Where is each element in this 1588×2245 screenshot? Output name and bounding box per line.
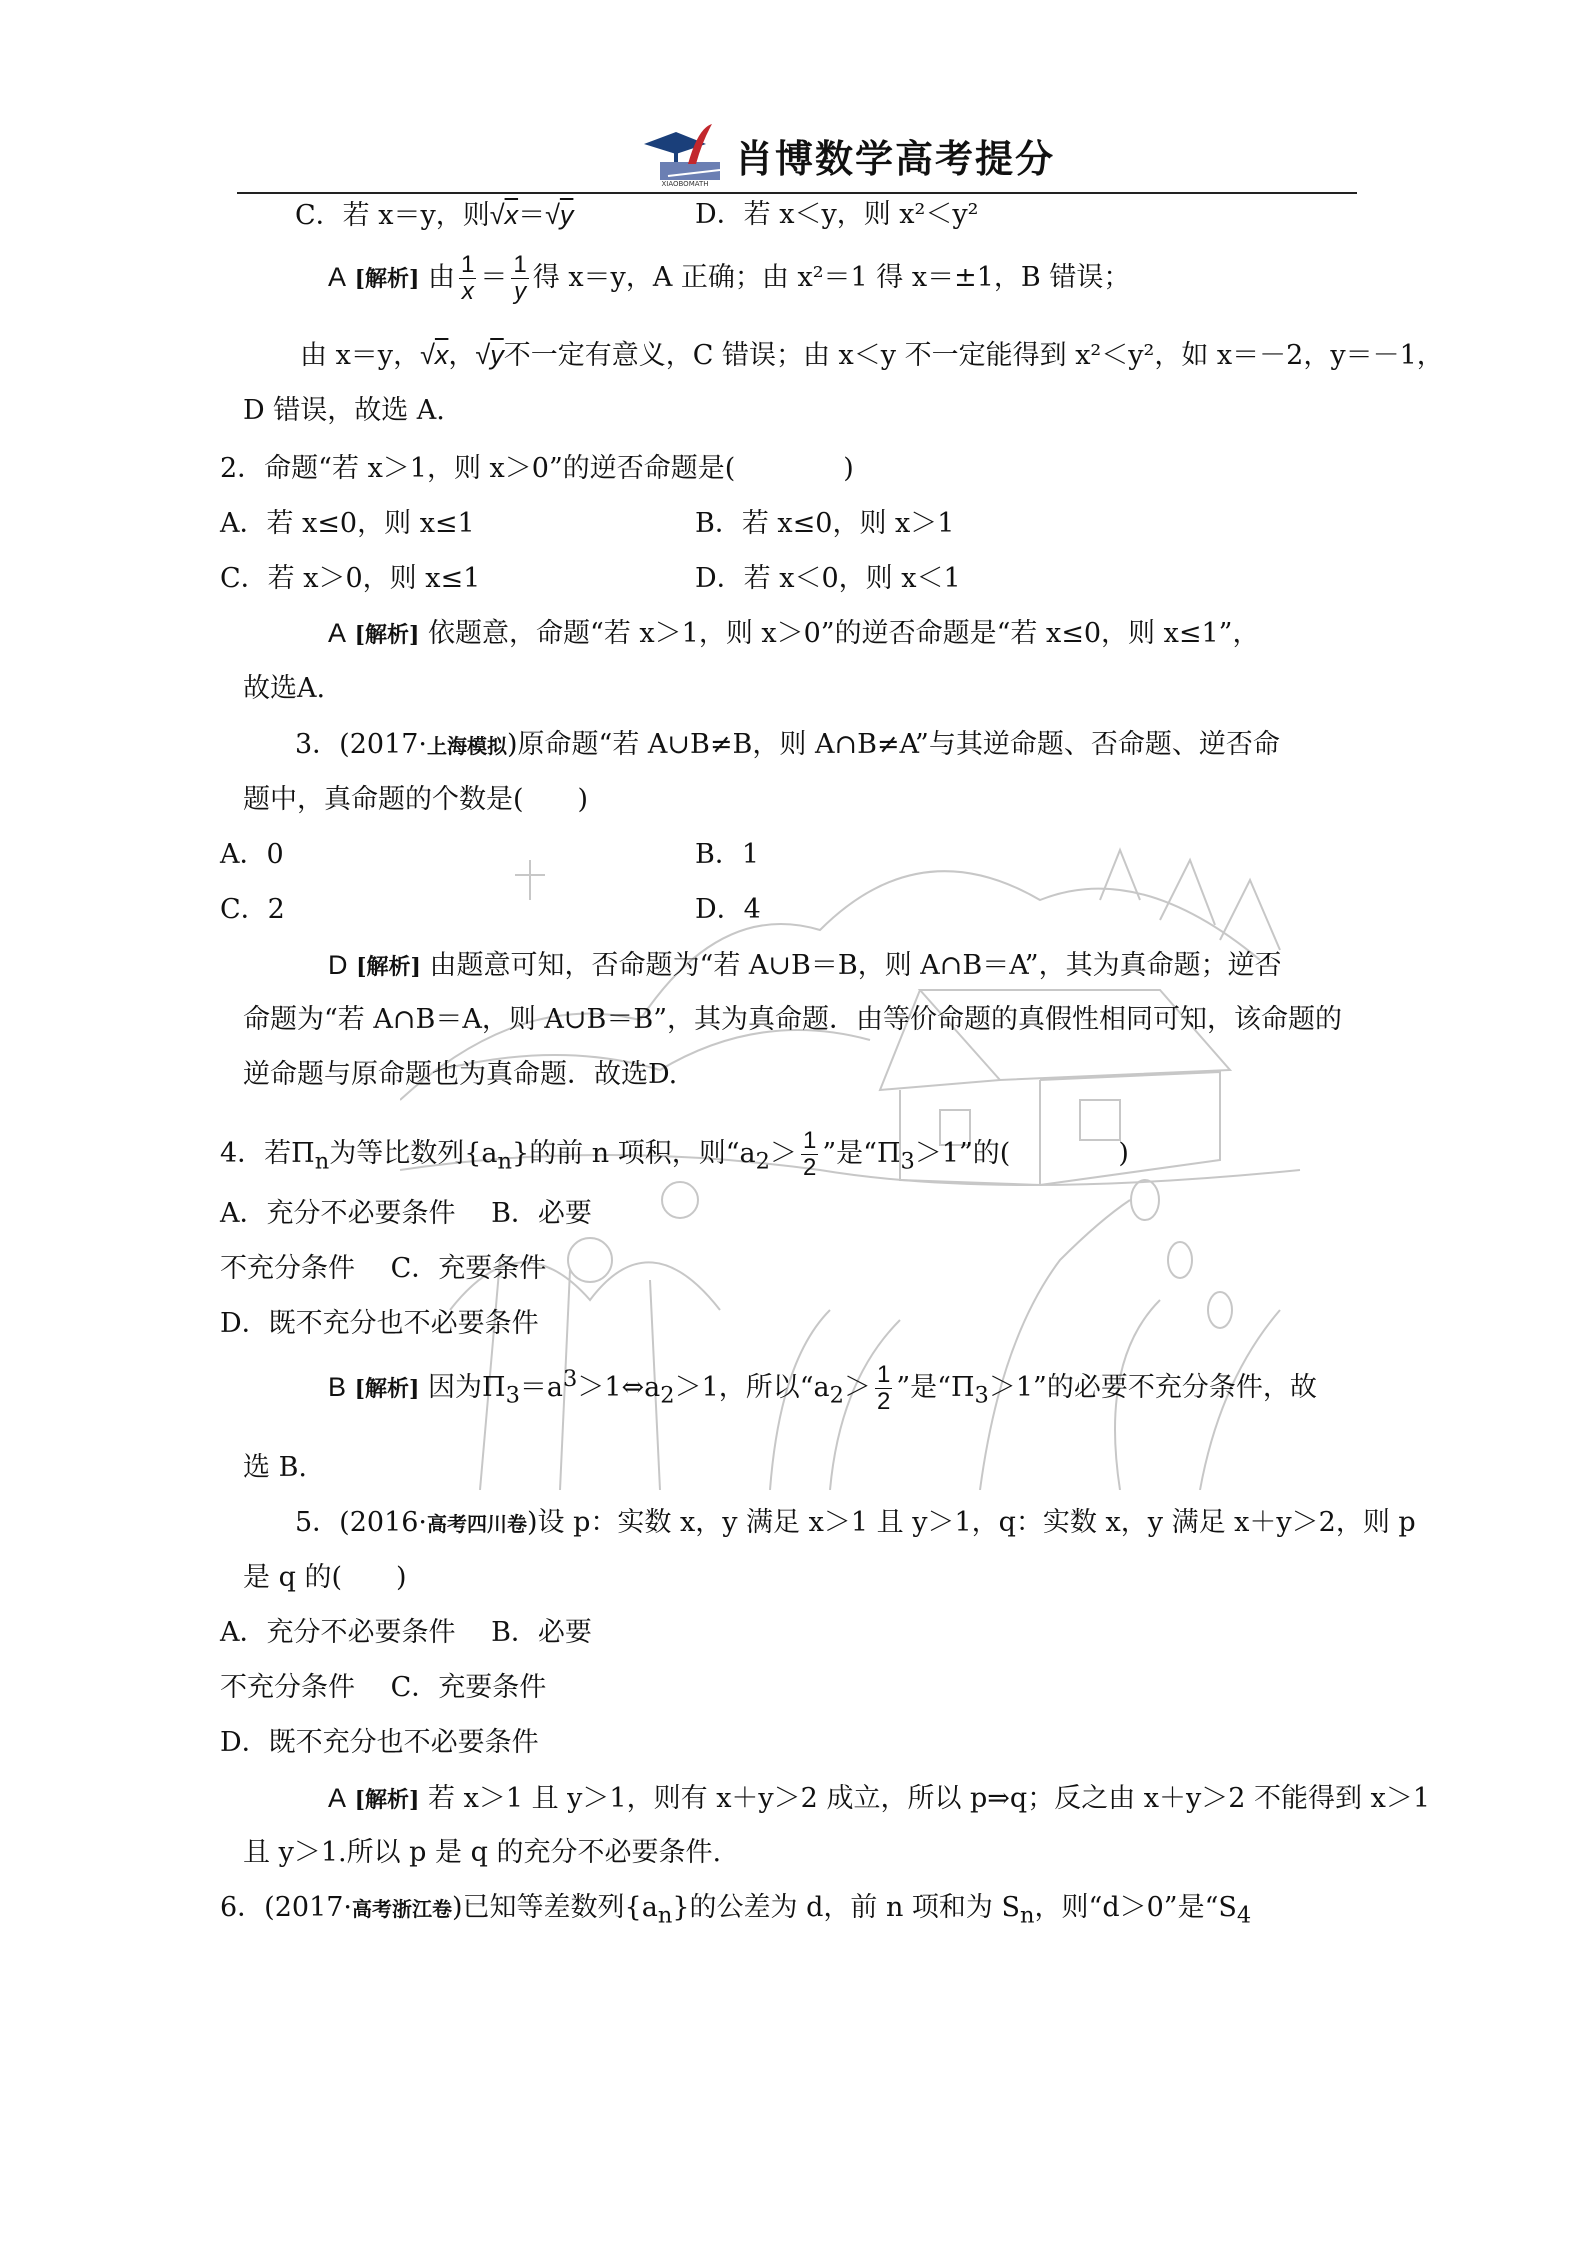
sqrt-x-var: x xyxy=(434,340,449,370)
q1-answer-pre: 由 xyxy=(428,262,456,293)
q5-options-row1 xyxy=(220,1616,592,1650)
q4-ans-a: 因为Π xyxy=(428,1372,506,1403)
q4-analysis-tag: [解析] xyxy=(354,1376,420,1402)
q4-ans-sup3: 3 xyxy=(563,1366,578,1392)
q2-option-a: A．若 x≤0，则 x≤1 xyxy=(220,508,475,539)
q4-sub-2: 2 xyxy=(755,1148,770,1175)
q6-stem xyxy=(220,1891,1251,1932)
frac-num: 1 xyxy=(802,1127,817,1154)
q2-answer-line1 xyxy=(328,616,1259,652)
q4-answer-line1 xyxy=(328,1362,1317,1415)
q3-option-b: B．1 xyxy=(695,839,760,870)
q4-options-row1 xyxy=(220,1197,592,1231)
q6-stem-num: 6．(2017· xyxy=(220,1892,353,1923)
q1-option-c-eq: ＝ xyxy=(518,200,546,231)
q2-stem: 2．命题“若 x＞1，则 x＞0”的逆否命题是( ) xyxy=(220,453,854,484)
q1-answer-letter: A xyxy=(328,262,347,292)
q4-ans-f: ”是“Π xyxy=(896,1372,975,1403)
q5-option-d: D．既不充分也不必要条件 xyxy=(220,1727,539,1758)
q6-stem-rest: )已知等差数列{a xyxy=(452,1892,658,1923)
q1-answer-line1 xyxy=(328,252,1130,305)
q4-ans-sub3b: 3 xyxy=(974,1382,989,1409)
sqrt-y: √y xyxy=(545,200,574,230)
q1-answer-line2-a: 由 x＝y， xyxy=(300,340,421,371)
q4-stem-f: ＞1”的( ) xyxy=(914,1138,1129,1169)
q4-ans-b: ＝a xyxy=(519,1372,564,1403)
page-header xyxy=(0,110,1588,190)
svg-text:XIAOBOMATH: XIAOBOMATH xyxy=(661,180,709,188)
q1-option-c xyxy=(295,198,573,233)
q3-answer-line3: 逆命题与原命题也为真命题．故选D. xyxy=(243,1059,678,1090)
q1-analysis-tag: [解析] xyxy=(354,266,420,292)
q4-answer-line2: 选 B. xyxy=(243,1452,308,1483)
q5-option-c: C．充要条件 xyxy=(390,1672,547,1703)
q1-answer-line3: D 错误，故选 A. xyxy=(243,395,445,426)
q3-stem-line2: 题中，真命题的个数是( ) xyxy=(243,784,589,815)
q1-answer-line2-b: 不一定有意义，C 错误；由 x＜y 不一定能得到 x²＜y²，如 x＝－2，y＝－1， xyxy=(503,340,1444,371)
q2-answer-letter: A xyxy=(328,618,347,648)
q1-option-d: D．若 x＜y，则 x²＜y² xyxy=(695,199,979,230)
q6-stem-rest2: }的公差为 d，前 n 项和为 S xyxy=(672,1892,1021,1923)
q4-ans-sub2: 2 xyxy=(660,1382,675,1409)
q4-sub-3: 3 xyxy=(900,1148,915,1175)
q5-answer-letter: A xyxy=(328,1783,347,1813)
q4-option-b-cont: 不充分条件 xyxy=(220,1253,355,1284)
q6-sub-4: 4 xyxy=(1236,1902,1252,1929)
q4-stem xyxy=(220,1128,1129,1181)
q1-answer-line2-comma: ， xyxy=(448,340,476,371)
q4-stem-e: ”是“Π xyxy=(822,1138,901,1169)
q3-stem-rest: )原命题“若 A∪B≠B，则 A∩B≠A”与其逆命题、否命题、逆否命 xyxy=(507,729,1280,760)
q4-sub-n: n xyxy=(314,1148,330,1175)
frac-num: 1 xyxy=(877,1361,891,1388)
sqrt-y-var: y xyxy=(559,200,574,230)
q4-frac-half xyxy=(801,1128,818,1181)
frac-den: 2 xyxy=(877,1388,891,1415)
q4-stem-d: ＞ xyxy=(769,1138,797,1169)
q3-stem-num: 3．(2017· xyxy=(295,729,428,760)
q4-ans-sub3: 3 xyxy=(505,1382,520,1409)
q1-answer-line2 xyxy=(300,338,1444,373)
sqrt-x-var: x xyxy=(504,200,519,230)
brand-title: 肖博数学高考提分 xyxy=(735,137,1056,181)
q1-answer-rest: 得 x＝y，A 正确；由 x²＝1 得 x＝±1，B 错误； xyxy=(532,262,1131,293)
q4-sub-n2: n xyxy=(497,1148,513,1175)
frac-den: 2 xyxy=(802,1154,817,1181)
q1-answer-mid: ＝ xyxy=(480,262,508,293)
q2-answer-line2: 故选A. xyxy=(243,673,326,704)
q4-ans-g: ＞1”的必要不充分条件，故 xyxy=(988,1372,1317,1403)
q4-stem-a: 4．若Π xyxy=(220,1138,315,1169)
q5-stem-num: 5．(2016· xyxy=(295,1507,428,1538)
q4-ans-c: ＞1⇔a xyxy=(577,1372,661,1403)
q2-option-b: B．若 x≤0，则 x＞1 xyxy=(695,508,955,539)
q4-ans-e: ＞ xyxy=(844,1372,871,1403)
sqrt-y: √y xyxy=(475,340,504,370)
q4-ans-sub2b: 2 xyxy=(829,1382,844,1409)
q2-option-d: D．若 x＜0，则 x＜1 xyxy=(695,563,961,594)
q3-answer-line2: 命题为“若 A∩B＝A，则 A∪B＝B”，其为真命题．由等价命题的真假性相同可知，该命题的 xyxy=(243,1004,1343,1035)
q1-frac-1-over-x xyxy=(459,252,476,305)
q5-answer-text: 若 x＞1 且 y＞1，则有 x＋y＞2 成立，所以 p⇒q；反之由 x＋y＞2 不能得到 x＞1 xyxy=(428,1783,1431,1814)
q5-stem xyxy=(295,1506,1416,1541)
q3-option-c: C．2 xyxy=(220,894,285,925)
header-divider xyxy=(237,192,1357,194)
logo-icon xyxy=(640,120,730,188)
q5-options-row2 xyxy=(220,1671,546,1705)
q6-sub-n: n xyxy=(657,1902,673,1929)
q4-option-d: D．既不充分也不必要条件 xyxy=(220,1308,539,1339)
q3-answer-line1 xyxy=(328,948,1282,984)
q3-source: 上海模拟 xyxy=(427,734,508,758)
frac-num: 1 xyxy=(513,251,527,278)
q3-analysis-tag: [解析] xyxy=(356,954,421,980)
q4-option-b: B．必要 xyxy=(491,1198,592,1229)
q1-frac-1-over-y xyxy=(511,252,528,305)
q6-sub-n2: n xyxy=(1020,1902,1035,1929)
q2-analysis-tag: [解析] xyxy=(354,622,420,648)
frac-den: x xyxy=(461,278,474,305)
q3-answer-text: 由题意可知，否命题为“若 A∪B＝B，则 A∩B＝A”，其为真命题；逆否 xyxy=(429,950,1282,981)
q4-stem-b: 为等比数列{a xyxy=(329,1138,498,1169)
q4-option-a: A．充分不必要条件 xyxy=(220,1198,456,1229)
q5-source: 高考四川卷 xyxy=(427,1512,528,1536)
q4-ans-d: ＞1，所以“a xyxy=(674,1372,830,1403)
q2-option-c: C．若 x＞0，则 x≤1 xyxy=(220,563,481,594)
q4-answer-letter: B xyxy=(328,1372,347,1402)
sqrt-x: √x xyxy=(420,340,449,370)
q6-stem-rest3: ，则“d＞0”是“S xyxy=(1034,1892,1237,1923)
q5-stem-line2: 是 q 的( ) xyxy=(243,1562,407,1593)
q5-option-a: A．充分不必要条件 xyxy=(220,1617,456,1648)
q4-options-row2 xyxy=(220,1252,546,1286)
q4-ans-frac-half xyxy=(875,1362,892,1415)
q5-analysis-tag: [解析] xyxy=(354,1787,420,1813)
sqrt-y-var: y xyxy=(490,340,504,370)
frac-num: 1 xyxy=(461,251,475,278)
q3-option-a: A．0 xyxy=(220,839,284,870)
q5-answer-line2: 且 y＞1.所以 p 是 q 的充分不必要条件. xyxy=(243,1837,722,1868)
q3-answer-letter: D xyxy=(328,950,348,980)
q5-option-b: B．必要 xyxy=(491,1617,592,1648)
q1-option-c-text: C．若 x＝y，则 xyxy=(295,200,490,231)
q4-stem-c: }的前 n 项积，则“a xyxy=(512,1138,756,1169)
frac-den: y xyxy=(514,278,527,305)
q5-option-b-cont: 不充分条件 xyxy=(220,1672,355,1703)
q4-option-c: C．充要条件 xyxy=(390,1253,547,1284)
q3-option-d: D．4 xyxy=(695,894,761,925)
q3-stem xyxy=(295,728,1280,763)
q6-source: 高考浙江卷 xyxy=(352,1897,453,1921)
q5-stem-rest: )设 p：实数 x，y 满足 x＞1 且 y＞1，q：实数 x，y 满足 x＋y＞2，则 p xyxy=(527,1507,1416,1538)
q5-answer-line1 xyxy=(328,1781,1430,1817)
sqrt-x: √x xyxy=(489,200,519,230)
q2-answer-text: 依题意，命题“若 x＞1，则 x＞0”的逆否命题是“若 x≤0，则 x≤1”， xyxy=(428,618,1260,649)
